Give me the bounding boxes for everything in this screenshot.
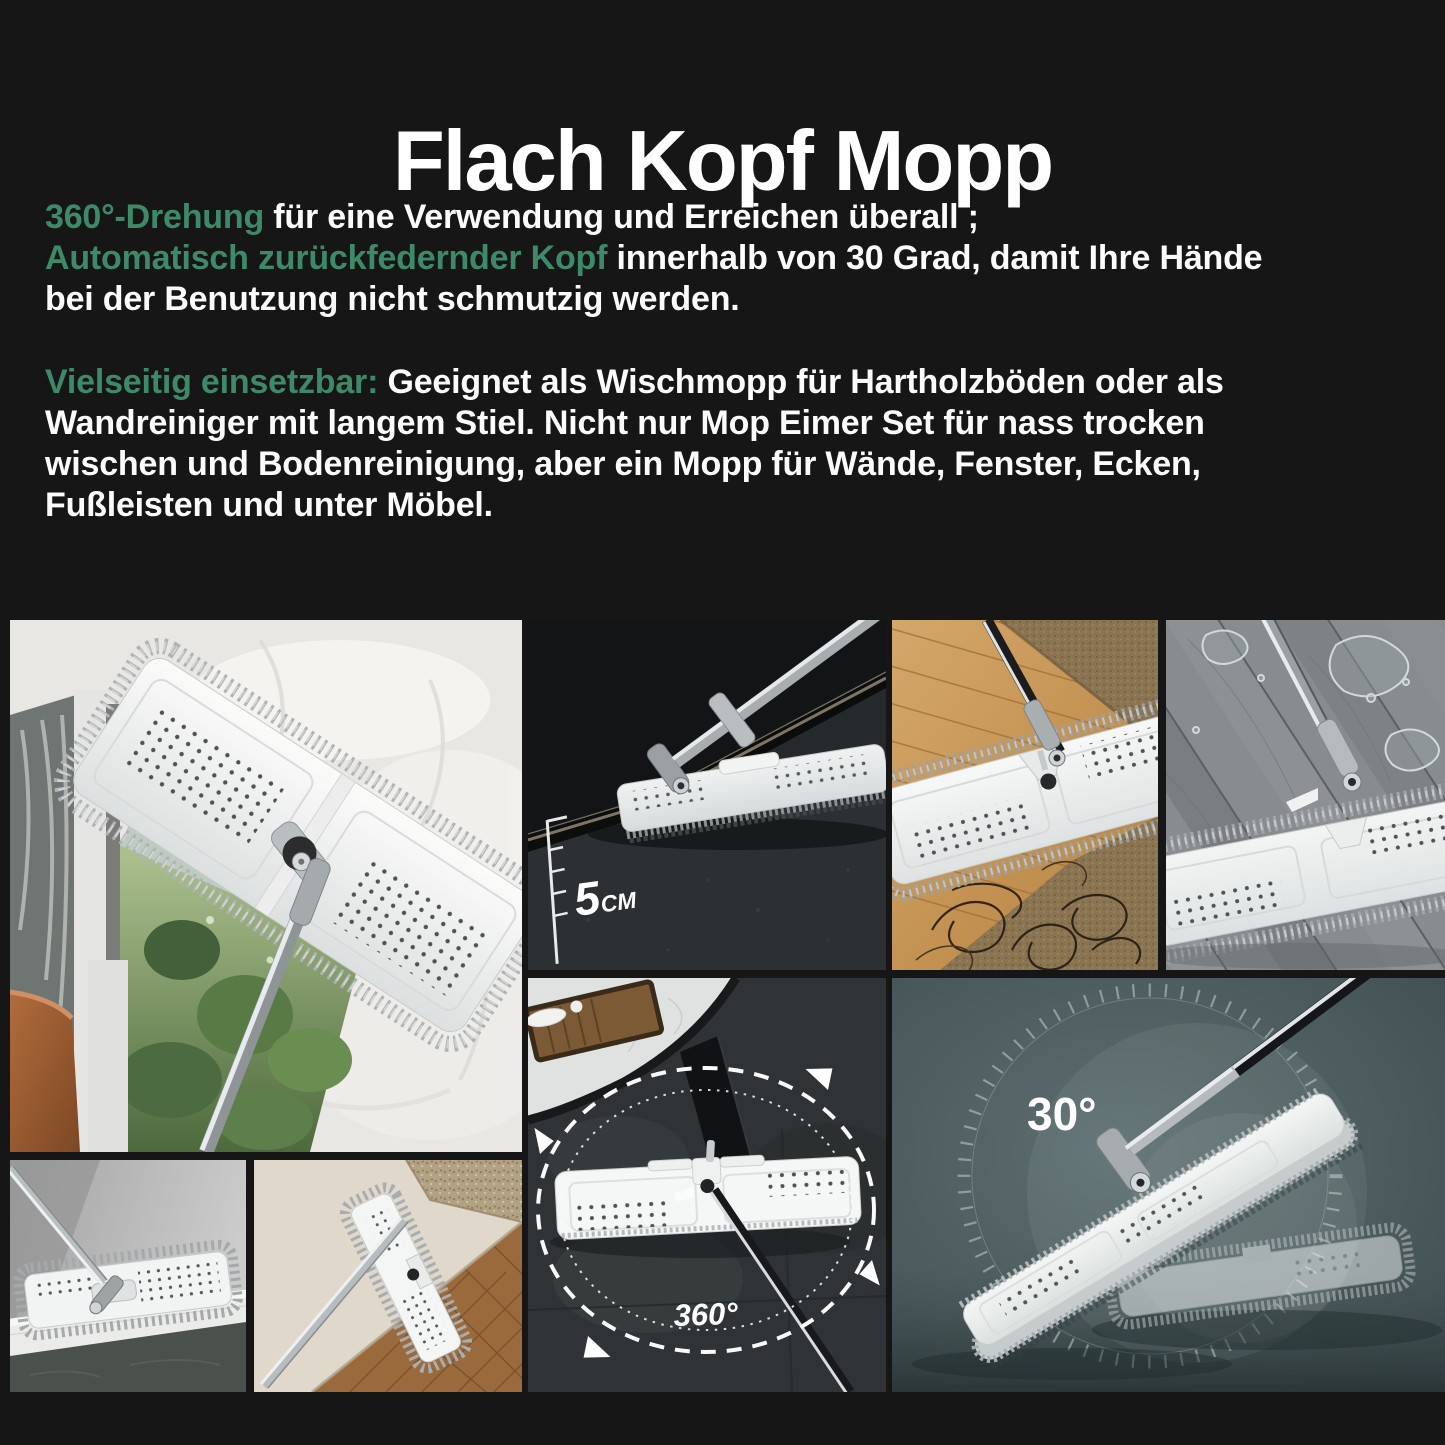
intro-line-2: Automatisch zurückfedernder Kopf innerhalb von 30 Grad, damit Ihre Hände [45,239,1263,277]
photo-baseboard-cleaning [10,1160,246,1392]
intro-line-3: bei der Benutzung nicht schmutzig werden. [45,280,740,318]
versatile-line-2: Wandreiniger mit langem Stiel. Nicht nur Mop Eimer Set für nass trocken [45,404,1205,442]
versatile-line-1: Vielseitig einsetzbar: Geeignet als Wischmopp für Hartholzböden oder als [45,363,1224,401]
versatile-line-4: Fußleisten und unter Möbel. [45,486,493,524]
photo-window-cleaning [10,620,522,1152]
angle-label: 30° [1027,1088,1097,1140]
photo-wet-floor [1166,620,1445,970]
clearance-label: 5CM [570,870,638,926]
versatile-paragraph [45,362,1224,526]
photo-360-rotation [528,978,886,1392]
photo-wall-lean [254,1160,522,1392]
intro-paragraph [45,197,1262,320]
intro-line-1: 360°-Drehung für eine Verwendung und Erreichen überall ; [45,198,979,236]
page-title: Flach Kopf Mopp [392,113,1053,209]
photo-30-degree-head [892,978,1445,1392]
versatile-line-3: wischen und Bodenreinigung, aber ein Mopp für Wände, Fenster, Ecken, [45,445,1201,483]
photo-hair-pickup [892,620,1158,970]
rotation-label: 360° [672,1295,739,1334]
photo-5cm-clearance [528,620,886,970]
